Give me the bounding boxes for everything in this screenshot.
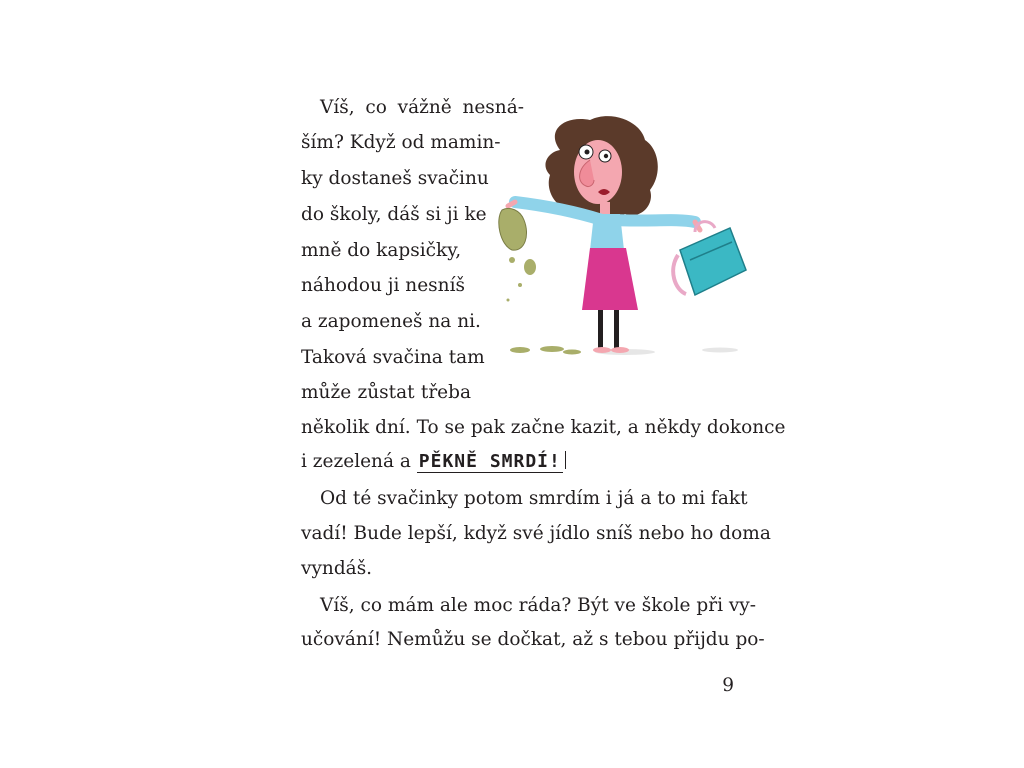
text-fragment: čování! Nemůžu se dočkat, až s tebou přijdu po- [312,629,765,650]
text-fragment: i zezelená a [301,451,417,472]
underline-end-mark [565,451,567,469]
text-line: do školy, dáš si ji ke [301,204,487,225]
text-line: může zůstat třeba [301,382,471,403]
hand-shape [508,202,515,206]
crumb-icon [510,347,530,353]
shirt-shape [590,214,624,250]
text-line: Od té svačinky potom smrdím i já a to mi fakt [320,488,748,509]
skirt-shape [582,248,638,310]
text-line: Taková svačina tam [301,347,485,368]
text-line: ším? Když od mamin- [301,132,501,153]
leg-shape [614,310,619,348]
page-number: 9 [722,675,734,696]
shadow-shape [702,348,738,353]
shoe-shape [611,347,629,353]
crumb-icon [563,350,581,355]
text-line: ky dostaneš svačinu [301,168,489,189]
crumb-icon [507,299,510,302]
text-fragment: u [301,629,313,650]
crumb-icon [524,259,536,275]
right-arm-shape [615,220,695,222]
leg-shape [598,310,603,348]
pupil-icon [604,154,608,158]
text-line: několik dní. To se pak začne kazit, a někdy dokonce [301,417,786,438]
text-line: Víš, co vážně nesná- [320,97,524,118]
crumb-icon [540,346,564,352]
text-line [301,628,765,652]
girl-with-snack-illustration [490,110,760,370]
text-line: vadí! Bude lepší, když své jídlo sníš nebo ho doma [301,523,771,544]
text-line: mně do kapsičky, [301,240,462,261]
shoe-shape [593,347,611,353]
text-line: Víš, co mám ale moc ráda? Být ve škole při vy- [320,595,757,616]
emphasized-text: PĚKNĚ SMRDÍ! [418,451,561,472]
text-line: a zapomeneš na ni. [301,311,481,332]
spoiled-snack-icon [499,208,527,250]
text-line: vyndáš. [301,558,373,579]
school-bag-icon [680,228,746,295]
text-line-emphasis [301,450,566,474]
crumb-icon [509,257,515,263]
crumb-icon [518,283,522,287]
text-line: náhodou ji nesníš [301,275,465,296]
pupil-icon [585,150,590,155]
